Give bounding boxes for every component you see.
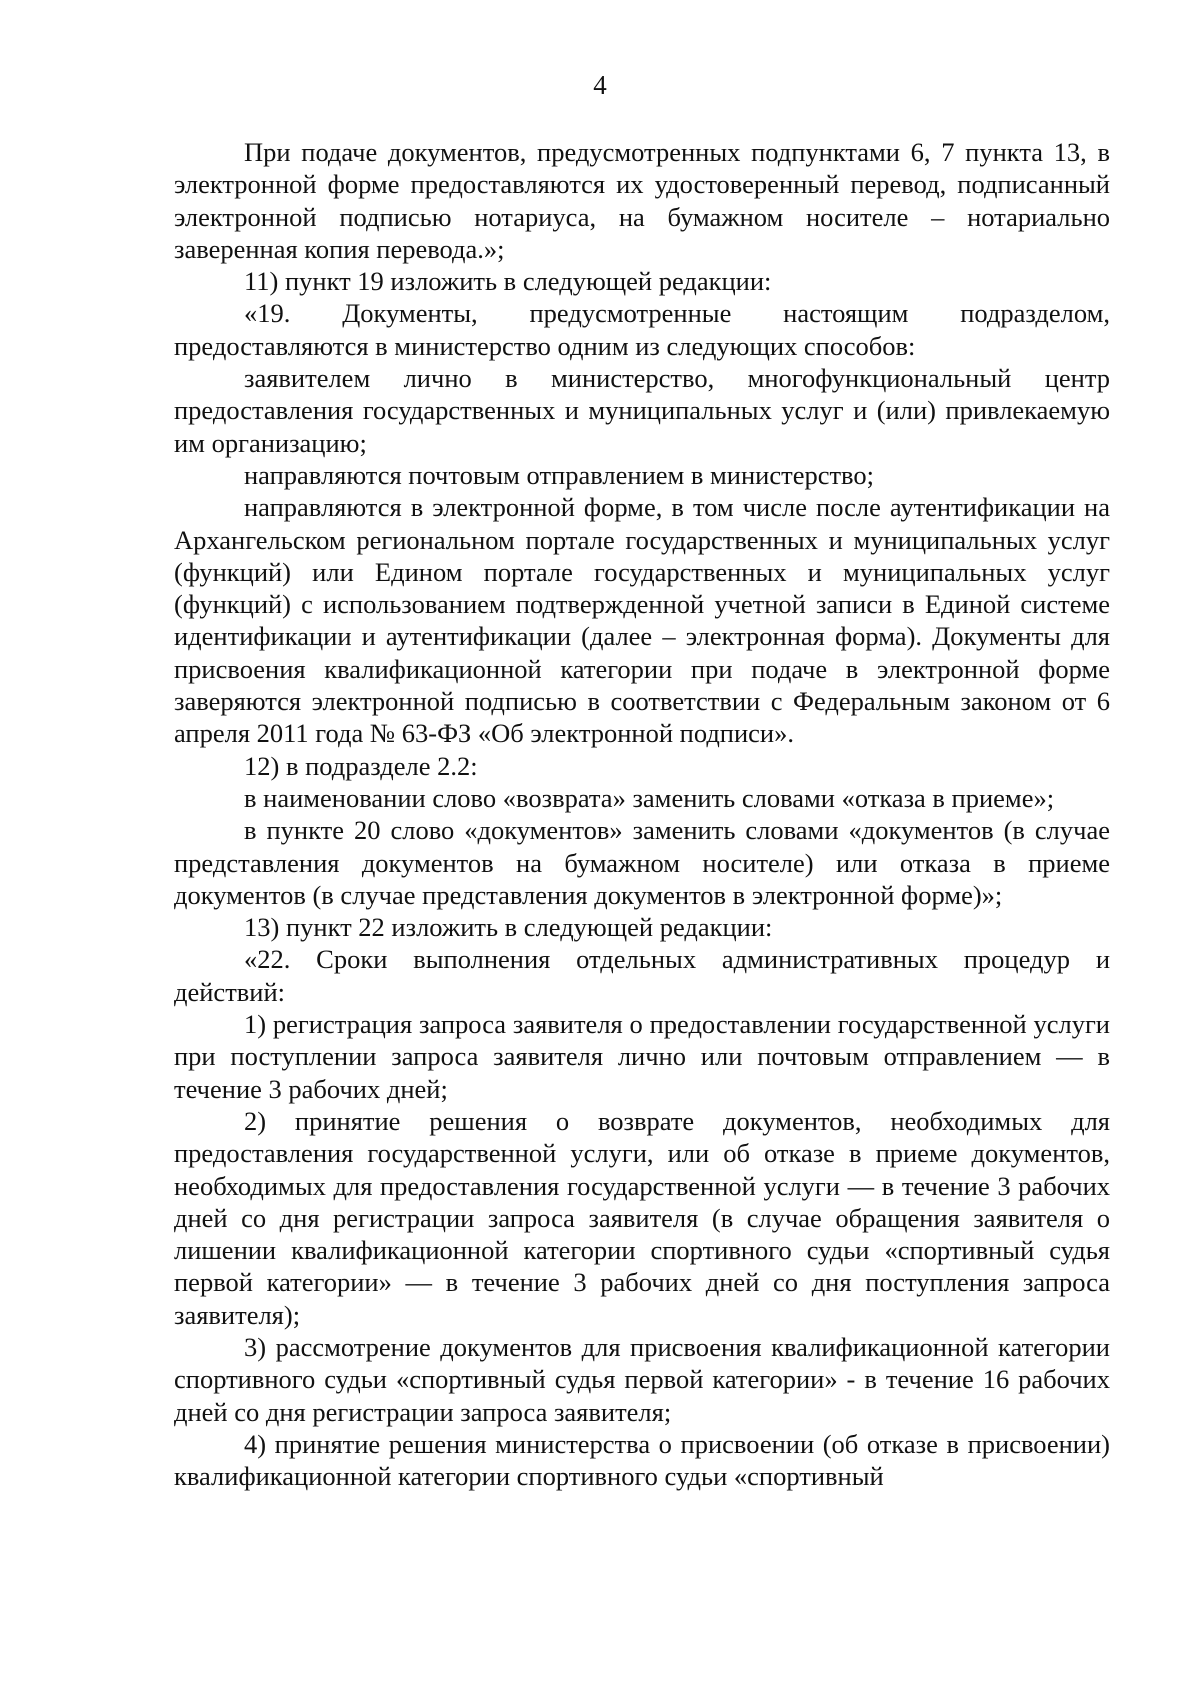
paragraph-item-13: 13) пункт 22 изложить в следующей редакции:: [244, 912, 773, 943]
page-number: 4: [593, 70, 607, 100]
paragraph-point-22: «22. Сроки выполнения отдельных административных процедур и действий:: [174, 944, 1110, 1007]
paragraph-deadline-3: 3) рассмотрение документов для присвоения квалификационной категории спортивного судьи «спортивный судья первой категории» - в течение 16 рабочих дней со дня регистрации запроса заявителя;: [174, 1331, 1110, 1427]
paragraph-deadline-2: 2) принятие решения о возврате документов, необходимых для предоставления государственной услуги, или об отказе в приеме документов, необходимых для предоставления государственной услуги — в течение 3 рабочих дней со дня регистрации запроса заявителя (в случае обращения заявителя о лишении квалификационной категории спортивного судьи «спортивный судья первой категории» — в течение 3 рабочих дней со дня поступления запроса заявителя);: [174, 1105, 1110, 1330]
paragraph-deadline-4: 4) принятие решения министерства о присвоении (об отказе в присвоении) квалификационной категории спортивного судьи «спортивный: [174, 1428, 1110, 1492]
paragraph-submit-in-person: заявителем лично в министерство, многофункциональный центр предоставления государственных и муниципальных услуг и (или) привлекаемую им организацию;: [174, 363, 1110, 458]
paragraph-item-11: 11) пункт 19 изложить в следующей редакции:: [244, 266, 772, 297]
paragraph-submit-by-mail: направляются почтовым отправлением в министерство;: [244, 459, 874, 490]
paragraph-point-19: «19. Документы, предусмотренные настоящим подразделом, предоставляются в министерство одним из следующих способов:: [174, 298, 1110, 361]
paragraph-submit-electronic: направляются в электронной форме, в том числе после аутентификации на Архангельском региональном портале государственных и муниципальных услуг (функций) или Едином портале государственных и муниципальных услуг (функций) с использованием подтвержденной учетной записи в Единой системе идентификации и аутентификации (далее – электронная форма). Документы для присвоения квалификационной категории при подаче в электронной форме заверяются электронной подписью в соответствии с Федеральным законом от 6 апреля 2011 года № 63-ФЗ «Об электронной подписи».: [174, 492, 1110, 749]
paragraph-item-12: 12) в подразделе 2.2:: [244, 750, 478, 781]
paragraph-deadline-1: 1) регистрация запроса заявителя о предоставлении государственной услуги при поступлении запроса заявителя лично или почтовым отправлением — в течение 3 рабочих дней;: [174, 1009, 1110, 1104]
paragraph-title-replacement: в наименовании слово «возврата» заменить словами «отказа в приеме»;: [244, 782, 1055, 813]
paragraph-point-20-replacement: в пункте 20 слово «документов» заменить словами «документов (в случае представления документов на бумажном носителе) или отказа в приеме документов (в случае представления документов в электронной форме)»;: [174, 815, 1110, 910]
paragraph-translation-note: При подаче документов, предусмотренных подпунктами 6, 7 пункта 13, в электронной форме предоставляются их удостоверенный перевод, подписанный электронной подписью нотариуса, на бумажном носителе – нотариально заверенная копия перевода.»;: [174, 137, 1110, 264]
document-body: [174, 136, 1110, 1492]
